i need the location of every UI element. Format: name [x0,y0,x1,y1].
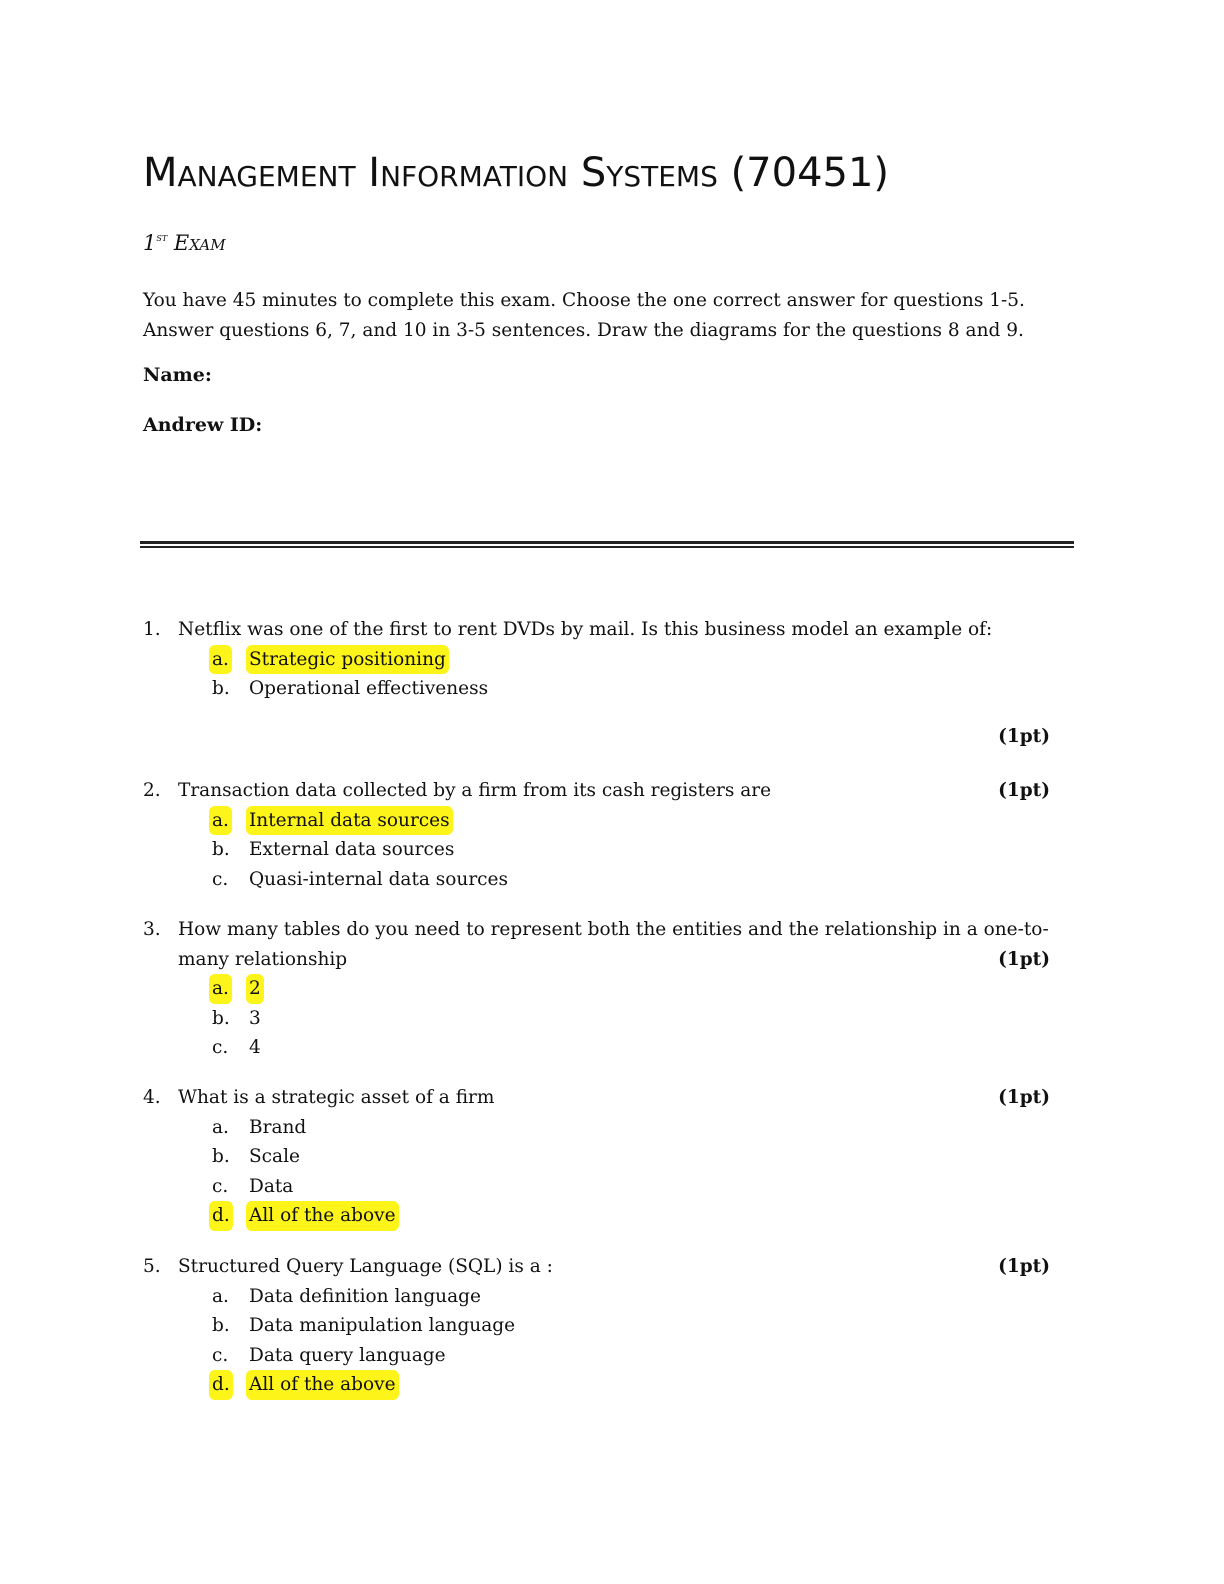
option-text: 2 [246,974,264,1004]
question-4-stem [143,1083,1053,1113]
course-code: (70451) [730,150,890,196]
instructions [143,286,1083,346]
question-4 [143,1083,1053,1231]
exam-number: 1 [143,231,157,255]
question-3-stem-continued [143,945,1053,975]
page-title [143,150,889,196]
option-text: Strategic positioning [246,645,449,675]
question-number: 2. [143,780,161,801]
option-letter: d. [209,1201,233,1231]
exam-word: Exam [173,231,226,255]
question-3 [143,915,1053,1063]
option-letter: c. [212,1344,229,1366]
question-text: Transaction data collected by a firm from its cash registers are [178,780,772,801]
answer-option[interactable] [143,1033,1053,1063]
answer-option[interactable] [143,865,1053,895]
answer-option[interactable] [143,1370,1053,1400]
question-2 [143,776,1053,894]
answer-option[interactable] [143,674,1053,704]
question-points: (1pt) [998,948,1050,970]
instructions-line-2: Answer questions 6, 7, and 10 in 3-5 sentences. Draw the diagrams for the questions 8 and 9. [143,320,1024,341]
answer-option[interactable] [143,1282,1053,1312]
title-word-management [143,150,356,196]
question-5-stem [143,1252,1053,1282]
answer-option[interactable] [143,645,1053,675]
title-word-systems-rest: ystems [606,150,718,196]
option-letter: a. [209,974,232,1004]
exam-ordinal-suffix: st [156,230,168,244]
question-text: How many tables do you need to represent both the entities and the relationship in a one-to- [178,919,1049,940]
option-text: Data query language [249,1344,446,1366]
question-1-points: (1pt) [998,726,1050,747]
answer-option[interactable] [143,1172,1053,1202]
question-text: What is a strategic asset of a firm [178,1087,495,1108]
andrew-id-label: Andrew ID: [143,414,263,436]
option-letter: c. [212,1037,229,1058]
question-1-stem [143,615,1053,645]
title-word-management-initial: M [143,150,178,196]
option-text: Data definition language [249,1285,481,1307]
answer-option[interactable] [143,974,1053,1004]
option-letter: c. [212,868,229,890]
instructions-line-1: You have 45 minutes to complete this exam. Choose the one correct answer for questions 1-5. [143,290,1025,311]
answer-option[interactable] [143,1201,1053,1231]
title-word-management-rest: anagement [177,150,356,196]
question-text: Netflix was one of the first to rent DVDs by mail. Is this business model an example of: [178,619,993,640]
question-text-continued: many relationship [178,948,348,970]
option-text: Internal data sources [246,806,453,836]
question-5 [143,1252,1053,1400]
option-text: Quasi-internal data sources [249,868,508,890]
option-text: All of the above [246,1201,399,1231]
option-letter: a. [212,1285,229,1307]
question-number: 5. [143,1256,161,1277]
section-divider-bottom [140,546,1074,548]
option-letter: b. [212,839,230,860]
option-letter: a. [209,806,232,836]
option-letter: a. [209,645,232,675]
option-letter: a. [212,1116,229,1138]
option-text: Operational effectiveness [249,678,489,699]
section-divider-top [140,541,1074,544]
question-2-stem [143,776,1053,806]
question-number: 4. [143,1087,161,1108]
option-text: All of the above [246,1370,399,1400]
question-points: (1pt) [998,1087,1050,1108]
option-letter: b. [212,1146,230,1167]
answer-option[interactable] [143,806,1053,836]
question-text: Structured Query Language (SQL) is a : [178,1256,553,1277]
option-text: Brand [249,1116,307,1138]
answer-option[interactable] [143,1311,1053,1341]
answer-option[interactable] [143,1004,1053,1034]
option-letter: c. [212,1175,229,1197]
question-number: 1. [143,619,161,640]
option-text: Data manipulation language [249,1315,516,1336]
option-text: External data sources [249,839,455,860]
question-1 [143,615,1053,704]
option-text: 4 [249,1037,261,1058]
answer-option[interactable] [143,835,1053,865]
option-text: Scale [249,1146,300,1167]
question-3-stem [143,915,1053,945]
option-text: Data [249,1175,294,1197]
option-letter: d. [209,1370,233,1400]
answer-option[interactable] [143,1113,1053,1143]
exam-subtitle [143,230,226,255]
title-word-information-initial: I [368,150,381,196]
question-points: (1pt) [998,1256,1050,1277]
option-letter: b. [212,1007,230,1029]
option-text: 3 [249,1007,261,1029]
answer-option[interactable] [143,1142,1053,1172]
answer-option[interactable] [143,1341,1053,1371]
title-word-information-rest: nformation [380,150,569,196]
question-points: (1pt) [998,780,1050,801]
title-word-systems [581,150,718,196]
question-number: 3. [143,919,161,940]
option-letter: b. [212,1315,230,1336]
name-label: Name: [143,364,212,386]
title-word-information [368,150,568,196]
option-letter: b. [212,678,230,699]
title-word-systems-initial: S [580,150,607,196]
